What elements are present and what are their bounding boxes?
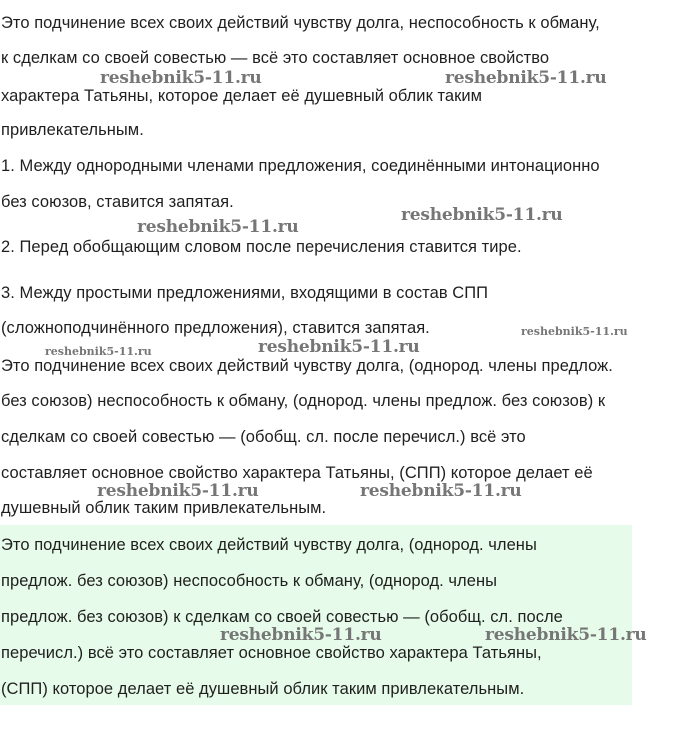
watermark: reshebnik5-11.ru	[220, 625, 382, 645]
annotated-line: без союзов) неспособность к обману, (однород. члены предлож. без союзов) к	[1, 392, 606, 410]
rule-line: 2. Перед обобщающим словом после перечисления ставится тире.	[1, 238, 522, 256]
paragraph1-line: привлекательным.	[1, 121, 144, 139]
highlighted-line: перечисл.) всё это составляет основное свойство характера Татьяны,	[1, 644, 542, 662]
watermark: reshebnik5-11.ru	[485, 625, 647, 645]
rule-line: 3. Между простыми предложениями, входящими в состав СПП	[1, 284, 489, 302]
watermark: reshebnik5-11.ru	[258, 337, 420, 357]
paragraph1-line: к сделкам со своей совестью — всё это составляет основное свойство	[1, 49, 550, 67]
watermark: reshebnik5-11.ru	[45, 345, 152, 358]
annotated-line: Это подчинение всех своих действий чувству долга, (однород. члены предлож.	[1, 357, 613, 375]
annotated-line: составляет основное свойство характера Татьяны, (СПП) которое делает её	[1, 464, 593, 482]
rule-line: 1. Между однородными членами предложения, соединёнными интонационно	[1, 157, 600, 175]
watermark: reshebnik5-11.ru	[445, 68, 607, 88]
watermark: reshebnik5-11.ru	[100, 68, 262, 88]
rule-line: (сложноподчинённого предложения), ставится запятая.	[1, 319, 430, 337]
watermark: reshebnik5-11.ru	[137, 217, 299, 237]
watermark: reshebnik5-11.ru	[521, 325, 628, 338]
annotated-line: сделкам со своей совестью — (обобщ. сл. после перечисл.) всё это	[1, 428, 526, 446]
rule-line: без союзов, ставится запятая.	[1, 193, 234, 211]
paragraph1-line: характера Татьяны, которое делает её душевный облик таким	[1, 87, 483, 105]
watermark: reshebnik5-11.ru	[401, 205, 563, 225]
watermark: reshebnik5-11.ru	[360, 481, 522, 501]
highlighted-line: Это подчинение всех своих действий чувству долга, (однород. члены	[1, 536, 537, 554]
highlighted-line: (СПП) которое делает её душевный облик таким привлекательным.	[1, 680, 525, 698]
annotated-line: душевный облик таким привлекательным.	[1, 499, 327, 517]
paragraph1-line: Это подчинение всех своих действий чувству долга, неспособность к обману,	[1, 14, 600, 32]
highlighted-line: предлож. без союзов) к сделкам со своей совестью — (обобщ. сл. после	[1, 608, 563, 626]
highlighted-line: предлож. без союзов) неспособность к обману, (однород. члены	[1, 572, 498, 590]
watermark: reshebnik5-11.ru	[97, 481, 259, 501]
